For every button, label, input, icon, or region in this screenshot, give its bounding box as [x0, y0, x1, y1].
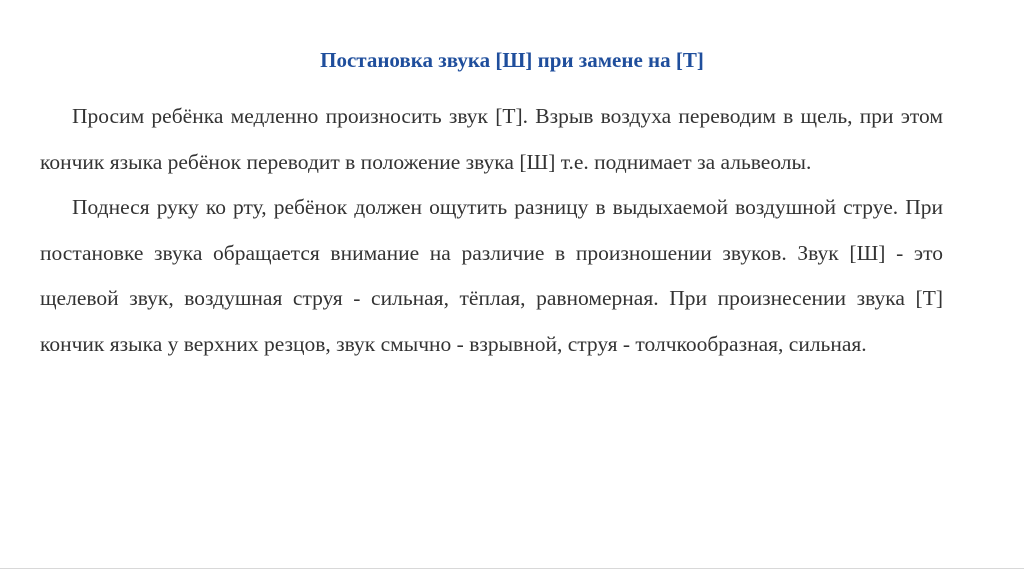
- bottom-divider: [0, 568, 1024, 569]
- slide-title: Постановка звука [Ш] при замене на [Т]: [320, 48, 704, 72]
- slide-body: [40, 94, 943, 367]
- paragraph-1: Просим ребёнка медленно произносить звук [Т]. Взрыв воздуха переводим в щель, при этом кончик языка ребёнок переводит в положение звука [Ш] т.е. поднимает за альвеолы.: [40, 104, 943, 174]
- paragraph-2: Поднеся руку ко рту, ребёнок должен ощутить разницу в выдыхаемой воздушной струе. При постановке звука обращается внимание на различие в произношении звуков. Звук [Ш] - это щелевой звук, воздушная струя - сильная, тёплая, равномерная. При произнесении звука [Т] кончик языка у верхних резцов, звук смычно - взрывной, струя - толчкообразная, сильная.: [40, 195, 943, 356]
